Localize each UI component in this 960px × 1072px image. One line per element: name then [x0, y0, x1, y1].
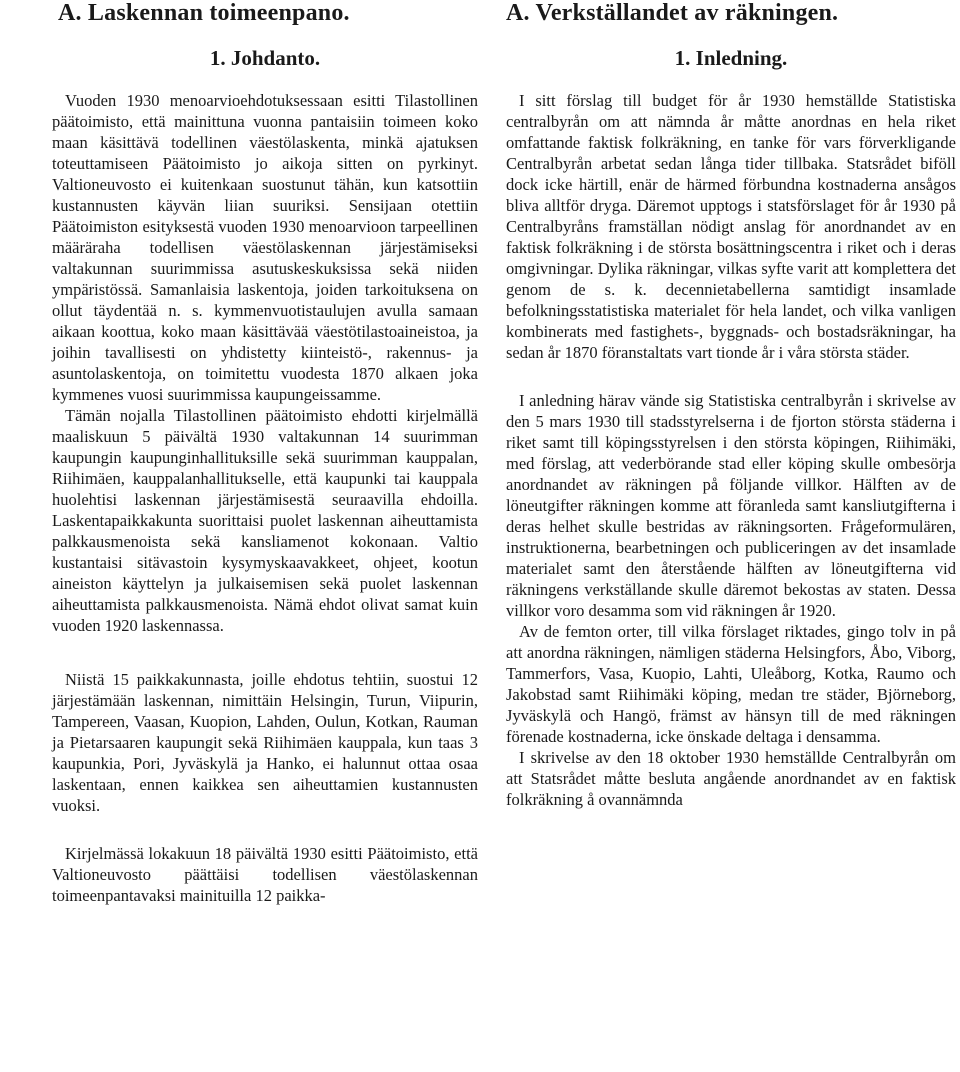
paragraph-fi-3: Niistä 15 paikkakunnasta, joille ehdotus tehtiin, suostui 12 järjestämään laskennan, nimittäin Helsingin, Turun, Viipurin, Tampereen, Vaasan, Kuopion, Lahden, Oulun, Kotkan, Rauman ja Pietarsaaren kaupungit sekä Riihimäen kauppala, kun taas 3 kaupunkia, Pori, Jyväskylä ja Hanko, ei halunnut ottaa osaa laskentaan, ennen kaikkea sen aiheuttamien kustannusten vuoksi.	[52, 670, 478, 815]
section-title-swedish: A. Verkställandet av räkningen.	[506, 0, 839, 26]
section-title-finnish: A. Laskennan toimeenpano.	[58, 0, 350, 26]
paragraph-spacer	[506, 363, 956, 390]
swedish-body	[506, 90, 956, 810]
paragraph-sv-2: I anledning härav vände sig Statistiska centralbyrån i skrivelse av den 5 mars 1930 till stadsstyrelserna i de fjorton största städerna i riket samt till köpingsstyrelsen i den största köpingen, Riihimäki, med förslag, att vederbörande stad eller köping skulle ombesörja anordnandet av räkningen på följande villkor. Hälften av de löneutgifter räkningen komme att föranleda samt kansliutgifterna i deras helhet skulle bestridas av räkningsorten. Frågeformulären, instruktionerna, bearbetningen och publiceringen av det insamlade materialet samt den återstående hälften av löneutgifterna vid räkningens verkställande skulle däremot bekostas av staten. Dessa villkor voro desamma som vid räkningen år 1920.	[506, 391, 956, 620]
paragraph-spacer	[52, 816, 478, 843]
paragraph-spacer	[52, 636, 478, 669]
paragraph-sv-4: I skrivelse av den 18 oktober 1930 hemställde Centralbyrån om att Statsrådet måtte besluta angående anordnandet av en faktisk folkräkning å ovannämnda	[506, 748, 956, 809]
swedish-column	[506, 0, 956, 810]
paragraph-fi-4: Kirjelmässä lokakuun 18 päivältä 1930 esitti Päätoimisto, että Valtioneuvosto päättäisi todellisen väestölaskennan toimeenpantavaksi mainituilla 12 paikka-	[52, 844, 478, 905]
finnish-body	[52, 90, 478, 906]
paragraph-sv-3: Av de femton orter, till vilka förslaget riktades, gingo tolv in på att anordna räkningen, nämligen städerna Helsingfors, Åbo, Viborg, Tammerfors, Vasa, Kuopio, Lahti, Uleåborg, Kotka, Raumo och Jakobstad samt Riihimäki köping, medan tre städer, Björneborg, Jyväskylä och Hangö, främst av hänsyn till de med räkningen förenade kostnaderna, icke önskade deltaga i densamma.	[506, 622, 956, 746]
paragraph-fi-1: Vuoden 1930 menoarvioehdotuksessaan esitti Tilastollinen päätoimisto, että mainittuna vuonna pantaisiin toimeen koko maan käsittävä todellinen väestölaskenta, minkä ajatuksen toteuttamiseen Päätoimisto jo aikoja sitten on pyrkinyt. Valtioneuvosto ei kuitenkaan suostunut tähän, kun katsottiin kustannusten käyvän liian suuriksi. Sensijaan otettiin Päätoimiston esityksestä vuoden 1930 menoarvioon tarpeellinen määräraha todellisen väestölaskennan järjestämiseksi valtakunnan suurimmissa asutuskeskuksissa sekä niiden ympäristössä. Samanlaisia laskentoja, joiden tarkoituksena on ollut täydentää n. s. kymmenvuotistaulujen avulla samaan aikaan koottua, koko maan käsittävää väestötilastoaineistoa, ja joihin tavallisesti on yhdistetty kiinteistö-, rakennus- ja asuntolaskentoja, on toimitettu vuodesta 1870 alkaen joka kymmenes vuosi suurimmissa kaupungeissamme.	[52, 91, 478, 404]
finnish-column	[52, 0, 478, 906]
subsection-title-finnish: 1. Johdanto.	[209, 46, 321, 70]
paragraph-fi-2: Tämän nojalla Tilastollinen päätoimisto ehdotti kirjelmällä maaliskuun 5 päivältä 1930 valtakunnan 14 suurimman kaupungin kaupunginhallituksille sekä suurimman kauppalan, Riihimäen, kauppalanhallitukselle, että kaupunki tai kauppala huolehtisi laskennan järjestämisestä seuraavilla ehdoilla. Laskentapaikkakunta suorittaisi puolet laskennan aiheuttamista palkkausmenoista sekä kansliamenot kokonaan. Valtio kustantaisi sitävastoin kysymyskaavakkeet, ohjeet, kootun aineiston käyttelyn ja julkaisemisen sekä puolet laskennan aiheuttamista palkkausmenoista. Nämä ehdot olivat samat kuin vuoden 1920 laskennassa.	[52, 406, 478, 635]
paragraph-sv-1: I sitt förslag till budget för år 1930 hemställde Statistiska centralbyrån om att nämnda år måtte anordnas en hela riket omfattande faktisk folkräkning, en tanke för vars förverkligande Centralbyrån arbetat sedan långa tider tillbaka. Statsrådet biföll dock icke härtill, enär de härmed förbundna kostnaderna ansågos bliva alltför dryga. Däremot upptogs i statsförslaget för år 1930 på Centralbyråns framställan nödigt anslag för anordnandet av en faktisk folkräkning i de största bosättningscentra i riket och i deras omgivningar. Dylika räkningar, vilkas syfte varit att komplettera det genom de s. k. decennietabellerna samtidigt insamlade befolkningsstatistiska materialet för hela landet, och vilka vanligen kombinerats med fastighets-, byggnads- och bostadsräkningar, ha sedan år 1870 föranstaltats vart tionde år i våra största städer.	[506, 91, 956, 362]
subsection-title-swedish: 1. Inledning.	[674, 46, 788, 70]
